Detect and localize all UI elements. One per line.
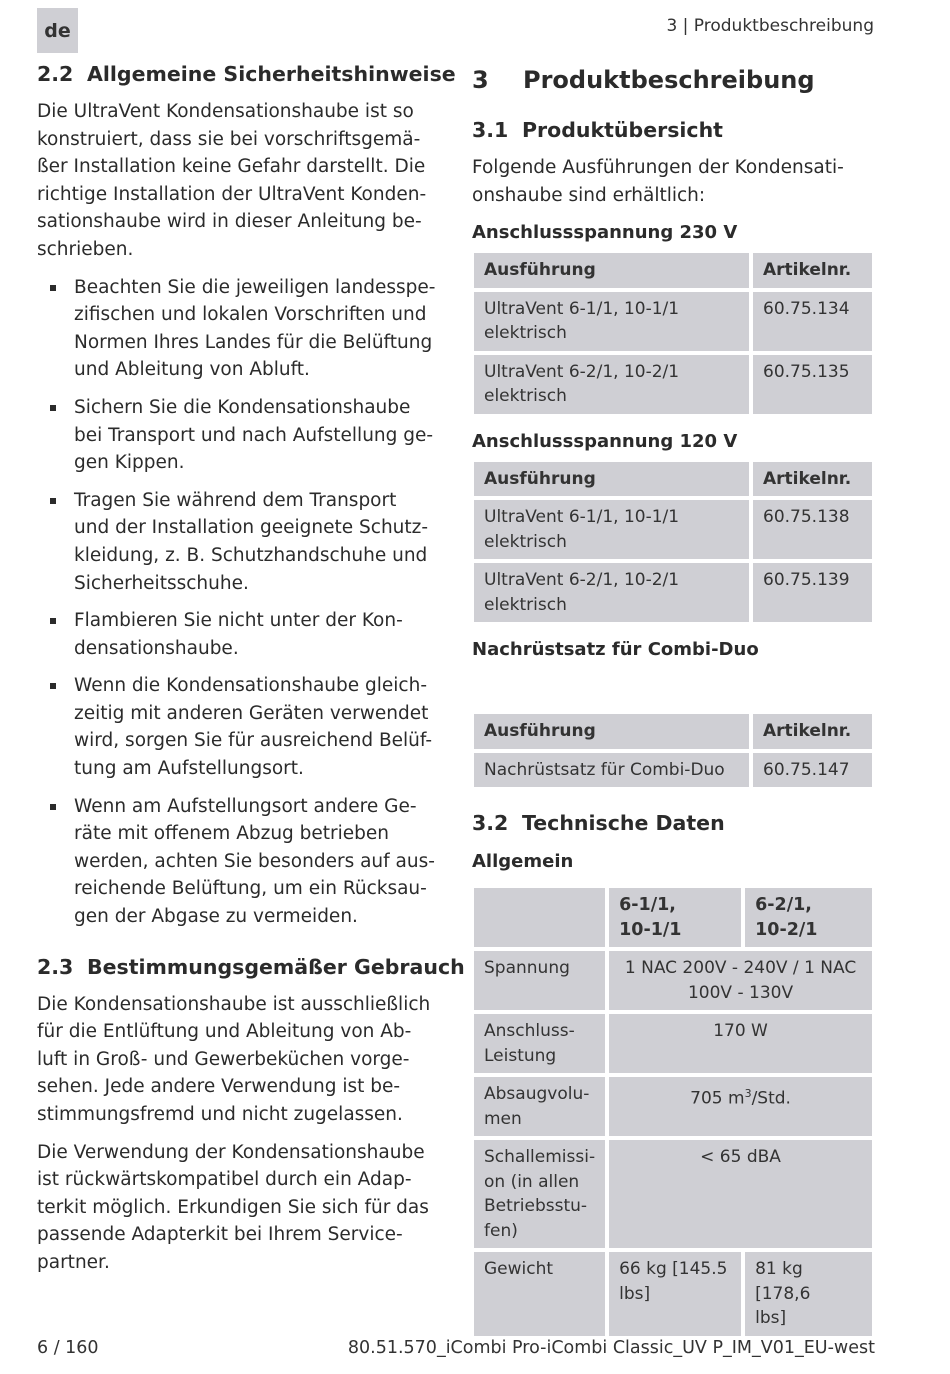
table-combi-duo bbox=[470, 710, 876, 791]
document-id: 80.51.570_iCombi Pro-iCombi Classic_UV P_IM_V01_EU-west bbox=[347, 1338, 875, 1358]
table-cell: 705 $m^3$/Std. bbox=[609, 1077, 872, 1136]
table-cell: UltraVent 6-2/1, 10-2/1 elektrisch bbox=[474, 355, 749, 414]
table-cell: 81 kg [178,6 lbs] bbox=[745, 1252, 872, 1336]
right-column bbox=[472, 62, 874, 1340]
chapter-3-heading bbox=[472, 66, 874, 94]
table-header-ausfuehrung: Ausführung bbox=[474, 462, 749, 497]
table-row bbox=[474, 292, 872, 351]
table-row bbox=[474, 355, 872, 414]
overview-intro-paragraph: Folgende Ausführungen der Kondensati- onshaube sind erhältlich: bbox=[472, 157, 844, 206]
page-number: 6 / 160 bbox=[37, 1338, 99, 1358]
section-number: 3.1 bbox=[472, 118, 509, 142]
section-2-3-heading bbox=[37, 954, 465, 979]
table-cell: Spannung bbox=[474, 951, 605, 1010]
table-row bbox=[474, 888, 872, 947]
table-cell: Absaugvolu- men bbox=[474, 1077, 605, 1136]
table-cell: 60.75.138 bbox=[753, 500, 872, 559]
table-row bbox=[474, 1252, 872, 1336]
combi-duo-heading: Nachrüstsatz für Combi-Duo bbox=[472, 639, 759, 661]
section-2-2-heading bbox=[37, 62, 456, 86]
list-item: Sichern Sie die Kondensationshaube bei Transport und nach Aufstellung ge- gen Kippen. bbox=[37, 394, 437, 477]
technical-data-table bbox=[470, 884, 876, 1340]
chapter-title: Produktbeschreibung bbox=[523, 66, 815, 94]
table-header-artikelnr: Artikelnr. bbox=[753, 714, 872, 749]
table-cell bbox=[474, 888, 605, 947]
section-title: Bestimmungsgemäßer Gebrauch bbox=[87, 954, 465, 979]
section-title: Technische Daten bbox=[522, 811, 725, 836]
bullet-square-icon bbox=[50, 683, 56, 689]
table-row bbox=[474, 951, 872, 1010]
left-column bbox=[37, 62, 465, 1277]
language-badge: de bbox=[37, 8, 78, 53]
table-230v bbox=[470, 249, 876, 418]
chapter-number: 3 bbox=[472, 66, 489, 94]
general-heading: Allgemein bbox=[472, 851, 574, 873]
list-item: Flambieren Sie nicht unter der Kon- densationshaube. bbox=[37, 607, 437, 662]
list-item: Tragen Sie während dem Transport und der Installation geeignete Schutz- kleidung, z. B. Schutzhandschuhe und Sicherheitsschuhe. bbox=[37, 487, 437, 597]
bullet-square-icon bbox=[50, 285, 56, 291]
list-item: Wenn am Aufstellungsort andere Ge- räte mit offenem Abzug betrieben werden, achten Sie besonders auf aus- reichende Belüftung, um ein Rücksau- gen der Abgase zu vermeiden. bbox=[37, 793, 437, 931]
table-header-ausfuehrung: Ausführung bbox=[474, 253, 749, 288]
table-cell: 60.75.147 bbox=[753, 753, 872, 788]
table-header-variant-2: 6-2/1, 10-2/1 bbox=[745, 888, 872, 947]
table-header-variant-1: 6-1/1, 10-1/1 bbox=[609, 888, 741, 947]
table-header-ausfuehrung: Ausführung bbox=[474, 714, 749, 749]
table-row bbox=[474, 563, 872, 622]
intended-use-paragraph: Die Kondensationshaube ist ausschließlich für die Entlüftung und Ableitung von Ab- luft in Groß- und Gewerbeküchen vorge- sehen. Jede andere Verwendung ist be- stimmungsfremd und nicht zugelassen. bbox=[37, 993, 431, 1125]
list-item: Beachten Sie die jeweiligen landesspe- zifischen und lokalen Vorschriften und Normen Ihres Landes für die Belüftung und Ableitung von Abluft. bbox=[37, 274, 437, 384]
table-row bbox=[474, 500, 872, 559]
table-cell: 170 W bbox=[609, 1014, 872, 1073]
table-cell: 60.75.135 bbox=[753, 355, 872, 414]
table-120v bbox=[470, 458, 876, 627]
voltage-230-heading: Anschlussspannung 230 V bbox=[472, 222, 738, 244]
section-title: Allgemeine Sicherheitshinweise bbox=[87, 62, 456, 86]
safety-intro-paragraph: Die UltraVent Kondensationshaube ist so konstruiert, dass sie bei vorschriftsgemä- ßer Installation keine Gefahr darstellt. Die richtige Installation der UltraVent Konden- sationshaube wird in dieser Anleitung be- schrieben. bbox=[37, 101, 427, 260]
bullet-square-icon bbox=[50, 405, 56, 411]
table-row bbox=[474, 1140, 872, 1248]
table-cell: UltraVent 6-2/1, 10-2/1 elektrisch bbox=[474, 563, 749, 622]
bullet-square-icon bbox=[50, 804, 56, 810]
table-header-artikelnr: Artikelnr. bbox=[753, 462, 872, 497]
table-cell: 60.75.134 bbox=[753, 292, 872, 351]
table-cell: UltraVent 6-1/1, 10-1/1 elektrisch bbox=[474, 292, 749, 351]
table-row bbox=[474, 1014, 872, 1073]
table-cell: Nachrüstsatz für Combi-Duo bbox=[474, 753, 749, 788]
section-title: Produktübersicht bbox=[522, 118, 723, 142]
voltage-120-heading: Anschlussspannung 120 V bbox=[472, 430, 738, 452]
table-header-artikelnr: Artikelnr. bbox=[753, 253, 872, 288]
section-number: 2.3 bbox=[37, 954, 74, 979]
table-cell: Schallemissi- on (in allen Betriebsstu- fen) bbox=[474, 1140, 605, 1248]
table-cell: 60.75.139 bbox=[753, 563, 872, 622]
bullet-square-icon bbox=[50, 498, 56, 504]
running-head: 3 | Produktbeschreibung bbox=[666, 16, 874, 36]
compatibility-paragraph: Die Verwendung der Kondensationshaube ist rückwärtskompatibel durch ein Adap- terkit möglich. Erkundigen Sie sich für das passende Adapterkit bei Ihrem Service- partner. bbox=[37, 1141, 429, 1273]
table-cell: Anschluss- Leistung bbox=[474, 1014, 605, 1073]
table-cell: 1 NAC 200V - 240V / 1 NAC 100V - 130V bbox=[609, 951, 872, 1010]
table-cell: 66 kg [145.5 lbs] bbox=[609, 1252, 741, 1336]
section-3-1-heading bbox=[472, 118, 874, 142]
table-cell: < 65 dBA bbox=[609, 1140, 872, 1248]
table-cell: Gewicht bbox=[474, 1252, 605, 1336]
bullet-square-icon bbox=[50, 618, 56, 624]
section-number: 3.2 bbox=[472, 811, 509, 836]
list-item: Wenn die Kondensationshaube gleich- zeitig mit anderen Geräten verwendet wird, sorgen Sie für ausreichend Belüf- tung am Aufstellungsort. bbox=[37, 672, 437, 782]
section-number: 2.2 bbox=[37, 62, 74, 86]
section-3-2-heading bbox=[472, 811, 874, 835]
table-cell: UltraVent 6-1/1, 10-1/1 elektrisch bbox=[474, 500, 749, 559]
table-row bbox=[474, 753, 872, 788]
table-row bbox=[474, 1077, 872, 1136]
safety-bullet-list bbox=[37, 274, 437, 931]
